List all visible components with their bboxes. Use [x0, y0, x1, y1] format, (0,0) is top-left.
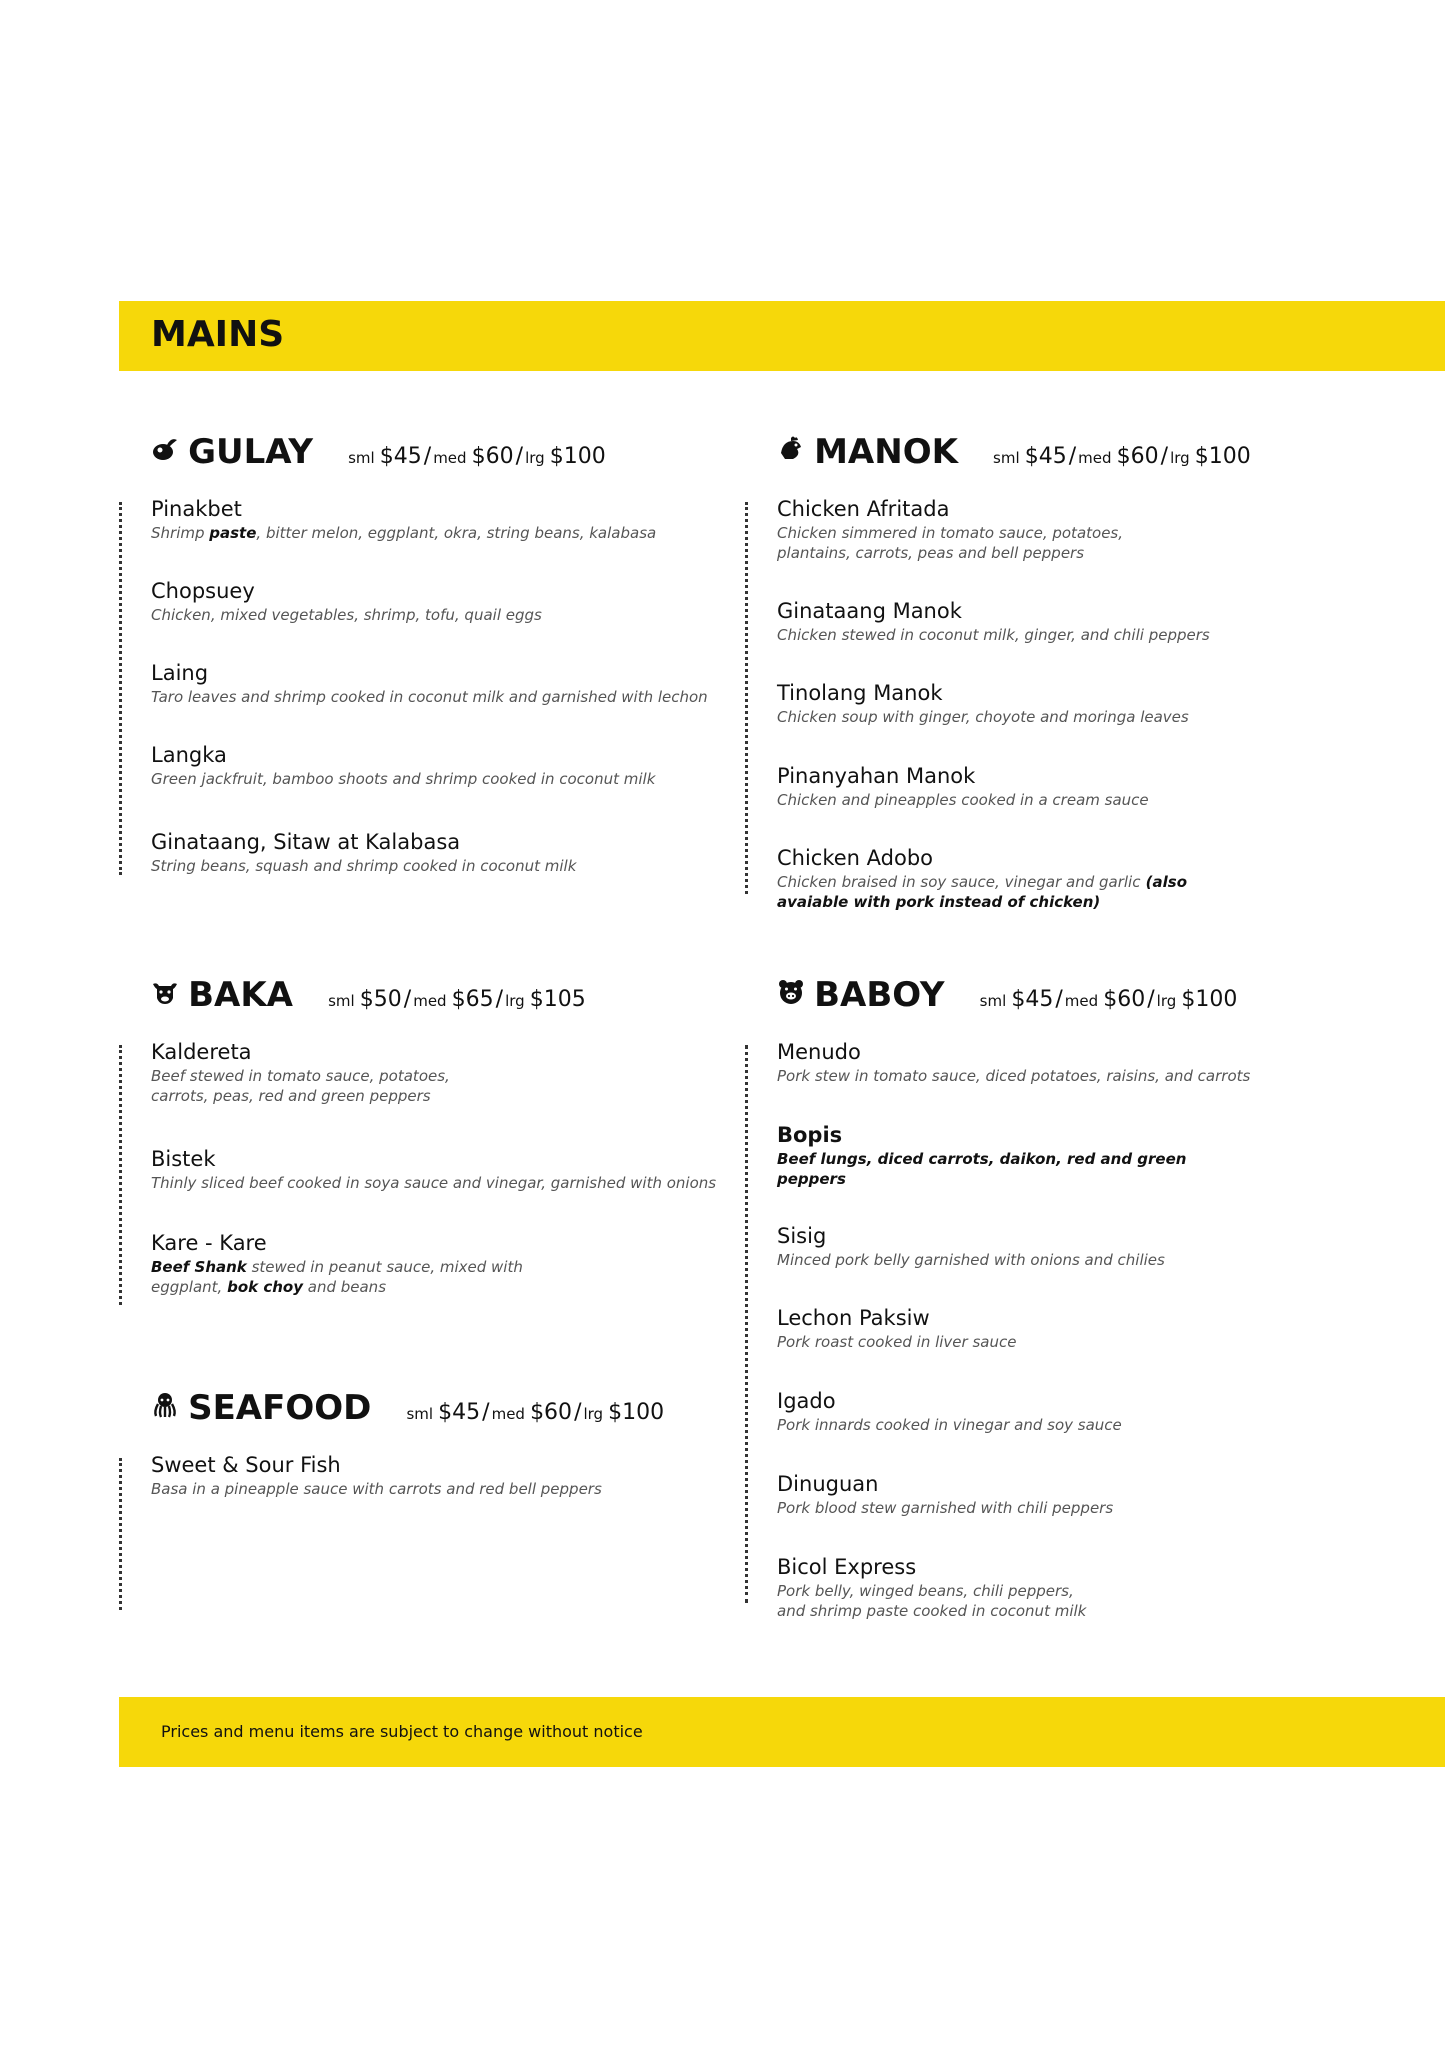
size-label-small: sml — [979, 991, 1007, 1010]
item-name: Ginataang, Sitaw at Kalabasa — [151, 830, 461, 854]
menu-item — [777, 1039, 1250, 1086]
menu-item — [777, 496, 1123, 563]
item-description: Chicken braised in soy sauce, vinegar and garlic (also avaiable with pork instead of chicken) — [777, 873, 1188, 911]
item-name: Bicol Express — [777, 1555, 917, 1579]
size-label-medium: med — [1078, 448, 1112, 467]
item-description: Chicken soup with ginger, choyote and moringa leaves — [777, 708, 1189, 726]
menu-item — [777, 763, 1149, 810]
item-description: Chicken, mixed vegetables, shrimp, tofu, quail eggs — [151, 606, 542, 624]
price-large: $105 — [529, 986, 586, 1012]
size-label-large: lrg — [1170, 448, 1190, 467]
price-medium: $60 — [471, 443, 514, 469]
price-small: $45 — [1024, 443, 1067, 469]
price-list: sml $50/ med $65/ lrg $105 — [328, 986, 586, 1012]
item-description: Shrimp paste, bitter melon, eggplant, okra, string beans, kalabasa — [151, 524, 657, 542]
item-name: Bopis — [777, 1123, 843, 1147]
item-name: Chopsuey — [151, 579, 255, 603]
item-description: Chicken stewed in coconut milk, ginger, and chili peppers — [777, 626, 1210, 644]
menu-item — [777, 1122, 1186, 1189]
section-header — [151, 432, 606, 478]
price-medium: $60 — [1103, 986, 1146, 1012]
header-band — [119, 301, 1445, 371]
item-description: Taro leaves and shrimp cooked in coconut milk and garnished with lechon — [151, 688, 708, 706]
price-list: sml $45/ med $60/ lrg $100 — [406, 1399, 665, 1425]
size-label-medium: med — [433, 448, 467, 467]
item-description: Beef Shank stewed in peanut sauce, mixed with eggplant, bok choy and beans — [151, 1258, 523, 1296]
dotted-divider — [119, 1045, 122, 1305]
price-large: $100 — [549, 443, 606, 469]
item-description: Minced pork belly garnished with onions and chilies — [777, 1251, 1165, 1269]
size-label-large: lrg — [505, 991, 525, 1010]
section-title: MANOK — [814, 432, 958, 472]
item-description: Beef stewed in tomato sauce, potatoes, carrots, peas, red and green peppers — [151, 1067, 450, 1105]
dotted-divider — [119, 1458, 122, 1610]
footer-note: Prices and menu items are subject to change without notice — [161, 1722, 643, 1741]
item-name: Sweet & Sour Fish — [151, 1453, 341, 1477]
item-description: Thinly sliced beef cooked in soya sauce and vinegar, garnished with onions — [151, 1174, 717, 1192]
size-label-large: lrg — [525, 448, 545, 467]
menu-item — [151, 1452, 602, 1499]
octopus-icon — [151, 1391, 181, 1425]
section-header — [777, 432, 1251, 478]
menu-item — [151, 1146, 716, 1193]
section-title: SEAFOOD — [188, 1388, 372, 1428]
menu-item — [151, 1039, 450, 1106]
size-label-medium: med — [1064, 991, 1099, 1010]
item-name: Menudo — [777, 1040, 861, 1064]
dotted-divider — [119, 502, 122, 875]
dotted-divider — [745, 1045, 748, 1603]
item-name: Dinuguan — [777, 1472, 879, 1496]
price-small: $50 — [359, 986, 402, 1012]
item-description: String beans, squash and shrimp cooked in coconut milk — [151, 857, 577, 875]
item-description: Chicken and pineapples cooked in a cream sauce — [777, 791, 1149, 809]
menu-item — [777, 598, 1210, 645]
price-large: $100 — [1181, 986, 1238, 1012]
item-description: Pork blood stew garnished with chili peppers — [777, 1499, 1114, 1517]
item-name: Bistek — [151, 1147, 216, 1171]
size-label-small: sml — [328, 991, 355, 1010]
menu-item — [777, 680, 1189, 727]
section-title: GULAY — [188, 432, 313, 472]
section-title: BABOY — [814, 975, 945, 1015]
size-label-small: sml — [993, 448, 1020, 467]
item-name: Sisig — [777, 1224, 827, 1248]
item-description: Pork stew in tomato sauce, diced potatoes, raisins, and carrots — [777, 1067, 1251, 1085]
item-name: Tinolang Manok — [777, 681, 943, 705]
item-description: Chicken simmered in tomato sauce, potatoes, plantains, carrots, peas and bell peppers — [777, 524, 1124, 562]
size-label-large: lrg — [1156, 991, 1177, 1010]
footer-band — [119, 1697, 1445, 1767]
menu-item — [151, 578, 542, 625]
menu-item — [151, 496, 656, 543]
menu-item — [777, 1305, 1016, 1352]
size-label-small: sml — [406, 1404, 434, 1423]
cow-icon — [151, 978, 181, 1012]
price-list: sml $45/ med $60/ lrg $100 — [993, 443, 1251, 469]
item-name: Chicken Afritada — [777, 497, 950, 521]
price-medium: $65 — [451, 986, 494, 1012]
item-name: Pinakbet — [151, 497, 242, 521]
size-label-large: lrg — [583, 1404, 604, 1423]
size-label-medium: med — [413, 991, 447, 1010]
menu-item — [777, 1223, 1165, 1270]
item-name: Kare - Kare — [151, 1231, 267, 1255]
item-description: Pork roast cooked in liver sauce — [777, 1333, 1017, 1351]
price-list: sml $45/ med $60/ lrg $100 — [979, 986, 1238, 1012]
price-medium: $60 — [1116, 443, 1159, 469]
item-description: Pork belly, winged beans, chili peppers, and shrimp paste cooked in coconut milk — [777, 1582, 1087, 1620]
dotted-divider — [745, 502, 748, 894]
item-description: Green jackfruit, bamboo shoots and shrimp cooked in coconut milk — [151, 770, 656, 788]
price-large: $100 — [608, 1399, 665, 1425]
section-header — [777, 975, 1237, 1021]
vegetable-icon — [151, 435, 181, 469]
section-title: BAKA — [188, 975, 293, 1015]
item-description: Pork innards cooked in vinegar and soy sauce — [777, 1416, 1122, 1434]
item-name: Ginataang Manok — [777, 599, 962, 623]
price-list: sml $45/ med $60/ lrg $100 — [348, 443, 606, 469]
menu-item — [151, 742, 655, 789]
item-name: Igado — [777, 1389, 836, 1413]
menu-item — [777, 1554, 1086, 1621]
price-small: $45 — [379, 443, 422, 469]
section-header — [151, 975, 586, 1021]
price-large: $100 — [1194, 443, 1251, 469]
item-name: Laing — [151, 661, 209, 685]
item-name: Lechon Paksiw — [777, 1306, 930, 1330]
section-header — [151, 1388, 664, 1434]
size-label-medium: med — [491, 1404, 525, 1423]
menu-item — [777, 1471, 1113, 1518]
price-small: $45 — [438, 1399, 481, 1425]
menu-item — [777, 1388, 1122, 1435]
menu-item — [151, 829, 576, 876]
item-name: Kaldereta — [151, 1040, 252, 1064]
menu-item — [151, 660, 708, 707]
size-label-small: sml — [348, 448, 375, 467]
pig-icon — [777, 978, 807, 1012]
page-title: MAINS — [151, 314, 285, 355]
item-name: Pinanyahan Manok — [777, 764, 976, 788]
chicken-icon — [777, 435, 807, 469]
menu-item — [777, 845, 1187, 912]
price-small: $45 — [1011, 986, 1054, 1012]
item-name: Langka — [151, 743, 227, 767]
item-name: Chicken Adobo — [777, 846, 934, 870]
item-description: Basa in a pineapple sauce with carrots and red bell peppers — [151, 1480, 602, 1498]
menu-item — [151, 1230, 523, 1297]
item-description: Beef lungs, diced carrots, daikon, red and green peppers — [777, 1150, 1187, 1188]
price-medium: $60 — [530, 1399, 573, 1425]
